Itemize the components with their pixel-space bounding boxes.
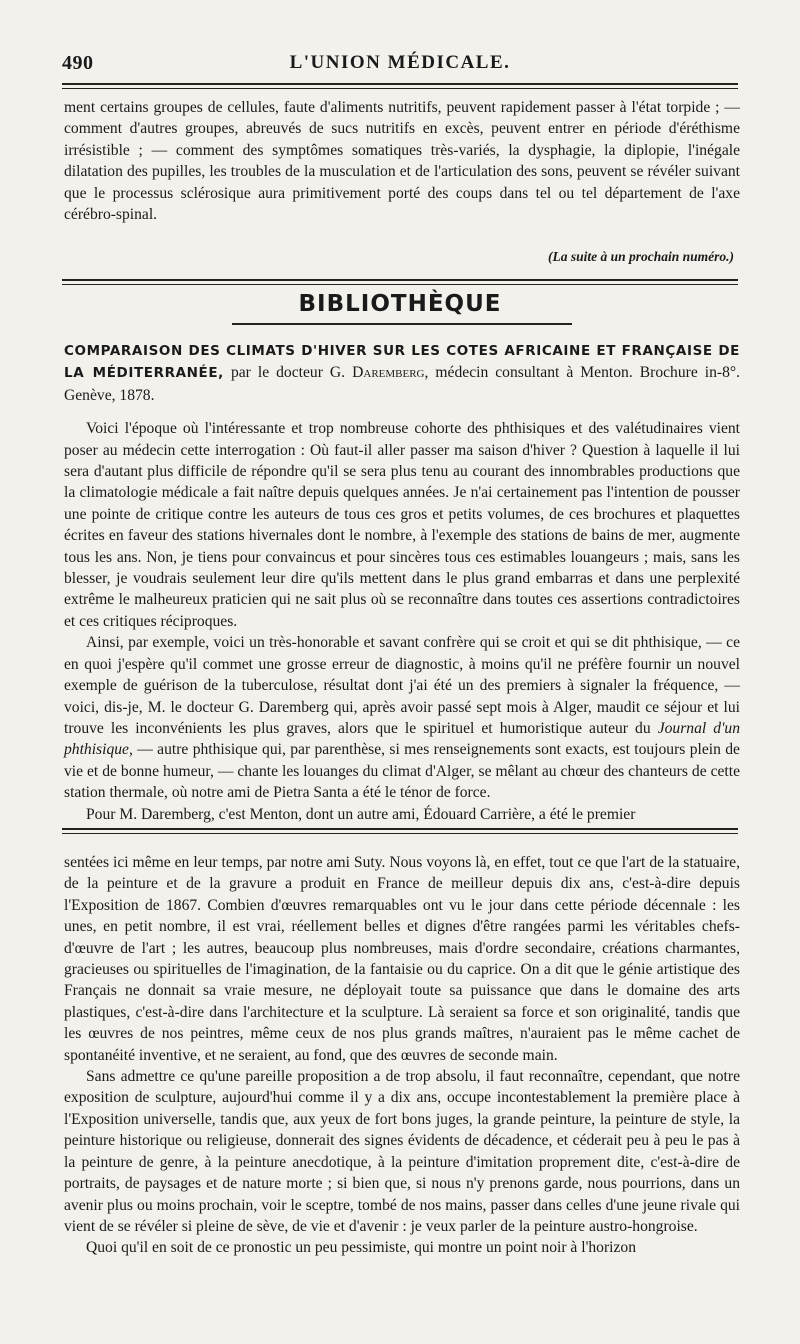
book-by: par le docteur G. xyxy=(230,364,346,382)
feuilleton-text xyxy=(64,852,740,1259)
review-paragraph-3: Pour M. Daremberg, c'est Menton, dont un autre ami, Édouard Carrière, a été le premier xyxy=(86,805,636,823)
feuilleton-rule xyxy=(62,828,738,830)
continuation-note: (La suite à un prochain numéro.) xyxy=(547,249,734,264)
feuilleton-paragraph-1: sentées ici même en leur temps, par notre ami Suty. Nous voyons là, en effet, tout ce que l'art de la statuaire, de la peinture et de la gravure a produit en France de meilleur depuis dix ans, c'est-à-dire depuis l'Exposition de 1867. Combien d'œuvres remarquables ont vu le jour dans cette période décennale : les unes, en petit nombre, il est vrai, réellement belles et dignes d'être rangées parmi les véritables chefs-d'œuvre de l'art ; les autres, beaucoup plus nombreuses, mais d'ordre secondaire, créations charmantes, gracieuses ou spirituelles de l'imagination, de la fantaisie ou du caprice. On a dit que le génie artistique des Français ne donnait sa vraie mesure, ne déployait toute sa puissance que dans le domaine des arts plastiques, c'est-à-dire dans l'architecture et la sculpture. Là seraient sa force et son originalité, tandis que les œuvres de nos peintres, même ceux de nos plus grands maîtres, n'auraient pas le même cachet de spontanéité inventive, et ne seraient, au fond, que des œuvres de seconde main. xyxy=(64,854,740,1064)
review-paragraph-2 xyxy=(64,632,740,803)
review-paragraph-1: Voici l'époque où l'intéressante et trop nombreuse cohorte des phthisiques et des valétudinaires vient poser au médecin cette interrogation : Où faut-il aller passer ma saison d'hiver ? Question à laquelle il lui sera d'autant plus difficile de répondre qu'il se sera plus tenu au courant des innombrables productions que la climatologie médicale a fait naître depuis quelques années. Je n'ai certainement pas l'intention de pousser une pointe de critique contre les auteurs de tous ces gros et petits volumes, de ces brochures et plaquettes écrites en faveur des stations hivernales dont le nombre, à l'exemple des stations de bains de mer, augmente tous les ans. Non, je tiens pour convaincus et pour sincères tous ces estimables louangeurs ; mais, sans les blesser, je voudrais seulement leur dire qu'ils mettent dans le plus grand embarras et dans une perplexité extrême le malheureux praticien qui ne sait plus où se reconnaître dans toutes ces assertions contradictoires et ces critiques réciproques. xyxy=(64,420,740,630)
book-details: médecin consultant à Menton. Brochure in-8°. Genève, 1878. xyxy=(64,364,741,404)
book-reference xyxy=(64,340,740,406)
running-title: L'UNION MÉDICALE. xyxy=(289,52,511,73)
journal-title: Journal d'un phthisique, xyxy=(64,719,741,759)
page-header xyxy=(60,50,740,78)
header-rule xyxy=(62,83,738,85)
book-title: COMPARAISON DES CLIMATS D'HIVER SUR LES COTES AFRICAINE ET FRANÇAISE DE LA MÉDITERRANÉE, xyxy=(64,343,740,382)
feuilleton-paragraph-3: Quoi qu'il en soit de ce pronostic un peu pessimiste, qui montre un point noir à l'horizon xyxy=(86,1239,637,1257)
book-review xyxy=(64,340,740,825)
section-title: BIBLIOTHÈQUE xyxy=(298,291,502,317)
book-author: Daremberg, xyxy=(352,364,429,382)
article-paragraph: ment certains groupes de cellules, faute d'aliments nutritifs, peuvent rapidement passer à l'état torpide ; — comment d'autres groupes, abreuvés de sucs nutritifs en excès, peuvent entrer en période d'éréthisme irrésistible ; — comment des symptômes somatiques très-variés, la dysphagie, la diplopie, l'inégale dilatation des pupilles, les troubles de la musculation et de l'articulation des sons, peuvent se révéler suivant que le processus sclérosique aura primitivement porté des coups dans tel ou tel département de l'axe cérébro-spinal. xyxy=(64,99,740,224)
review-paragraph-2-start: Ainsi, par exemple, voici un très-honorable et savant confrère qui se croit et qui se dit phthisique, — ce en quoi j'espère qu'il commet une grosse erreur de diagnostic, à moins qu'il ne préfère fournir un nouvel exemple de guérison de la tuberculose, résultat dont j'ai été un des premiers à signaler la fréquence, — voici, dis-je, M. le docteur G. Daremberg qui, après avoir passé sept mois à Alger, maudit ce séjour et lui trouve les inconvénients les plus graves, alors que le spirituel et humoristique auteur du xyxy=(64,634,740,737)
page-number: 490 xyxy=(62,52,94,74)
article-continuation xyxy=(64,97,740,225)
section-title-underline xyxy=(232,323,572,325)
review-paragraph-2-end: — autre phthisique qui, par parenthèse, si mes renseignements sont exacts, est toujours plein de vie et de bonne humeur, — chante les louanges du climat d'Alger, se mêlant au chœur des chanteurs de cette station thermale, où notre ami de Pietra Santa a été le ténor de force. xyxy=(64,741,740,802)
section-rule xyxy=(62,279,738,281)
feuilleton-paragraph-2: Sans admettre ce qu'une pareille proposition a de trop absolu, il faut reconnaître, cependant, que notre exposition de sculpture, aujourd'hui comme il y a dix ans, occupe incontestablement la première place à l'Exposition universelle, tandis que, aux yeux de fort bons juges, la grande peinture, la peinture de style, la peinture historique ou religieuse, donnerait des signes évidents de décadence, et céderait peu à peu le pas à la peinture de genre, à la peinture anecdotique, à la peinture d'imitation proprement dite, c'est-à-dire de portraits, de paysages et de nature morte ; si bien que, si nous n'y prenons garde, nous pourrions, dans un avenir plus ou moins prochain, voir le sceptre, tombé de nos mains, passer dans celles d'une jeune rivale qui vient de se révéler si pleine de sève, de vie et d'avenir : je veux parler de la peinture austro-hongroise. xyxy=(64,1068,740,1235)
